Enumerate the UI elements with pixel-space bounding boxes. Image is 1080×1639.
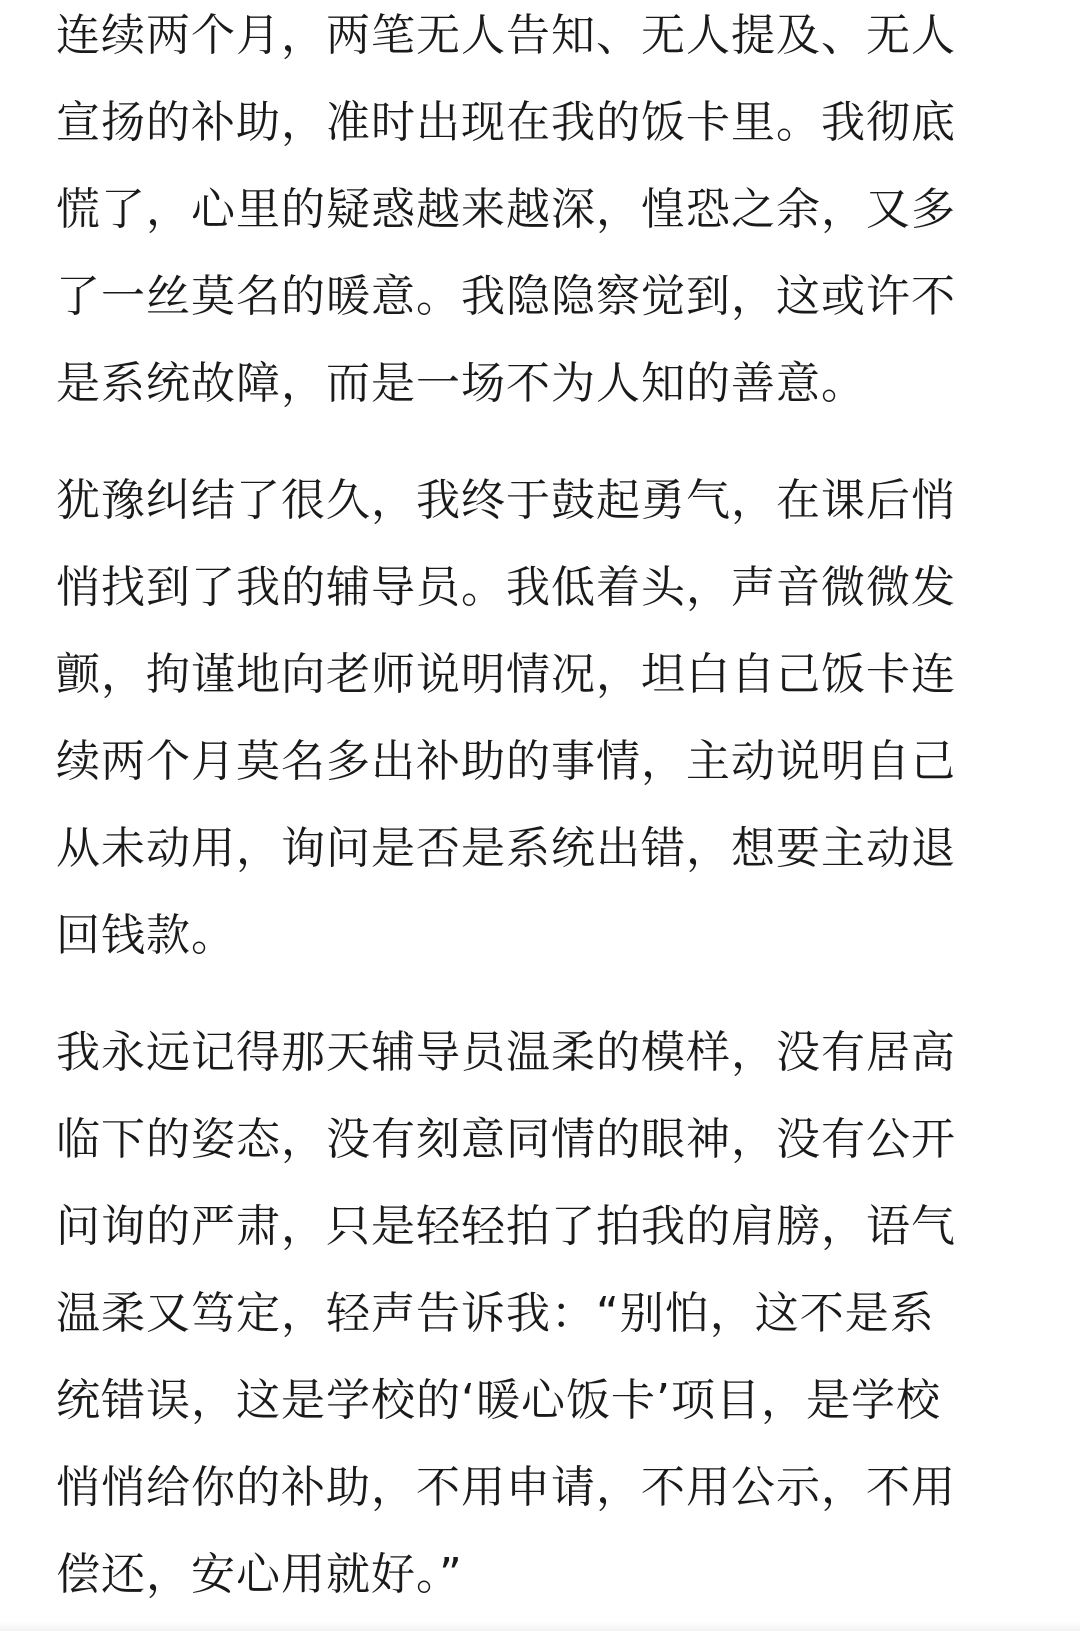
text-line: 颤，拘谨地向老师说明情况，坦白自己饭卡连 <box>56 649 956 700</box>
text-line: 统错误，这是学校的‘暖心饭卡’项目，是学校 <box>56 1375 941 1426</box>
text-line: 温柔又笃定，轻声告诉我：“别怕，这不是系 <box>56 1288 935 1339</box>
text-line: 悄悄给你的补助，不用申请，不用公示，不用 <box>56 1462 956 1513</box>
text-line: 了一丝莫名的暖意。我隐隐察觉到，这或许不 <box>56 271 956 322</box>
paragraph <box>56 457 1024 979</box>
text-line: 从未动用，询问是否是系统出错，想要主动退 <box>56 823 956 874</box>
text-line: 临下的姿态，没有刻意同情的眼神，没有公开 <box>56 1114 956 1165</box>
text-line: 宣扬的补助，准时出现在我的饭卡里。我彻底 <box>56 97 956 148</box>
text-line: 悄找到了我的辅导员。我低着头，声音微微发 <box>56 562 956 613</box>
text-line: 犹豫纠结了很久，我终于鼓起勇气，在课后悄 <box>56 475 956 526</box>
bottom-edge <box>0 1621 1080 1631</box>
text-line: 慌了，心里的疑惑越来越深，惶恐之余，又多 <box>56 184 956 235</box>
text-line: 偿还，安心用就好。” <box>56 1549 463 1600</box>
paragraph <box>56 1009 1024 1618</box>
paragraph <box>56 0 1024 427</box>
text-line: 是系统故障，而是一场不为人知的善意。 <box>56 358 866 409</box>
text-line: 续两个月莫名多出补助的事情，主动说明自己 <box>56 736 956 787</box>
article-body <box>56 0 1024 1618</box>
text-line: 回钱款。 <box>56 910 236 961</box>
text-line: 我永远记得那天辅导员温柔的模样，没有居高 <box>56 1027 956 1078</box>
text-line: 连续两个月，两笔无人告知、无人提及、无人 <box>56 10 956 61</box>
text-line: 问询的严肃，只是轻轻拍了拍我的肩膀，语气 <box>56 1201 956 1252</box>
